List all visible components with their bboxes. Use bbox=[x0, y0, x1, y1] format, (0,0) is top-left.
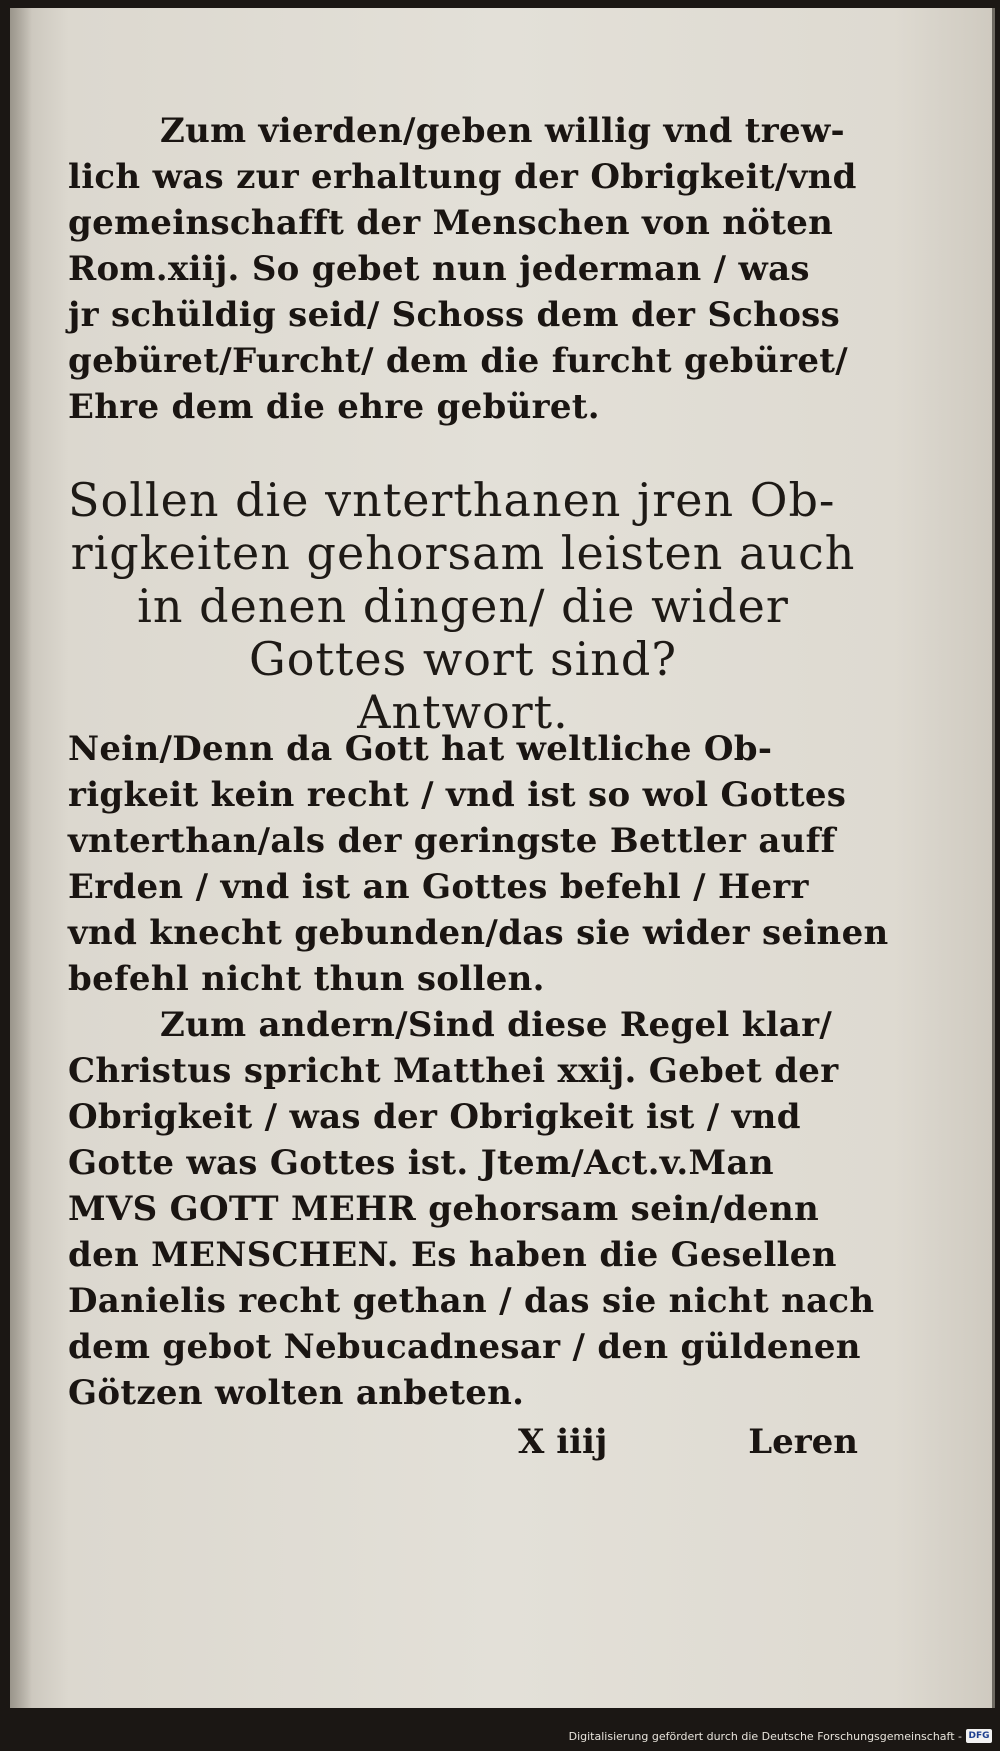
digitization-credit: Digitalisierung gefördert durch die Deutsche Forschungsgemeinschaft - bbox=[568, 1730, 962, 1743]
text-line: Danielis recht gethan / das sie nicht nach bbox=[68, 1281, 875, 1321]
answer-label: Antwort. bbox=[357, 685, 569, 739]
text-line: befehl nicht thun sollen. bbox=[68, 959, 545, 999]
book-page bbox=[10, 8, 995, 1708]
text-line: vnterthan/als der geringste Bettler auff bbox=[68, 821, 836, 861]
text-line: Obrigkeit / was der Obrigkeit ist / vnd bbox=[68, 1097, 801, 1137]
signature-mark: X iiij bbox=[518, 1422, 608, 1462]
text-line: Zum vierden/geben willig vnd trew- bbox=[160, 111, 845, 151]
question-heading bbox=[68, 474, 858, 739]
paragraph-second-rule bbox=[68, 1002, 875, 1416]
text-line: vnd knecht gebunden/das sie wider seinen bbox=[68, 913, 889, 953]
text-line: MVS GOTT MEHR gehorsam sein/denn bbox=[68, 1189, 820, 1229]
text-line: Rom.xiij. So gebet nun jederman / was bbox=[68, 249, 810, 289]
text-line: dem gebot Nebucadnesar / den güldenen bbox=[68, 1327, 861, 1367]
heading-line: rigkeiten gehorsam leisten auch bbox=[70, 526, 856, 580]
text-line: Gotte was Gottes ist. Jtem/Act.v.Man bbox=[68, 1143, 774, 1183]
text-line: lich was zur erhaltung der Obrigkeit/vnd bbox=[68, 157, 857, 197]
text-line: Christus spricht Matthei xxij. Gebet der bbox=[68, 1051, 839, 1091]
page-footer bbox=[68, 1422, 858, 1468]
heading-line: Sollen die vnterthanen jren Ob- bbox=[68, 473, 836, 527]
text-line: Götzen wolten anbeten. bbox=[68, 1373, 525, 1413]
catchword: Leren bbox=[748, 1422, 858, 1462]
credit-bar bbox=[0, 1724, 1000, 1751]
text-line: jr schüldig seid/ Schoss dem der Schoss bbox=[68, 295, 841, 335]
text-line: Erden / vnd ist an Gottes befehl / Herr bbox=[68, 867, 809, 907]
text-line: Ehre dem die ehre gebüret. bbox=[68, 387, 600, 427]
heading-line: Gottes wort sind? bbox=[248, 632, 678, 686]
heading-line: in denen dingen/ die wider bbox=[137, 579, 789, 633]
text-line: gebüret/Furcht/ dem die furcht gebüret/ bbox=[68, 341, 848, 381]
text-line: rigkeit kein recht / vnd ist so wol Gottes bbox=[68, 775, 847, 815]
text-line: Nein/Denn da Gott hat weltliche Ob- bbox=[68, 729, 773, 769]
paragraph-answer bbox=[68, 726, 889, 1002]
paragraph-duty-to-authority bbox=[68, 108, 858, 430]
text-line: gemeinschafft der Menschen von nöten bbox=[68, 203, 834, 243]
text-line: Zum andern/Sind diese Regel klar/ bbox=[160, 1005, 833, 1045]
dfg-logo-icon: DFG bbox=[966, 1729, 992, 1743]
text-line: den MENSCHEN. Es haben die Gesellen bbox=[68, 1235, 837, 1275]
